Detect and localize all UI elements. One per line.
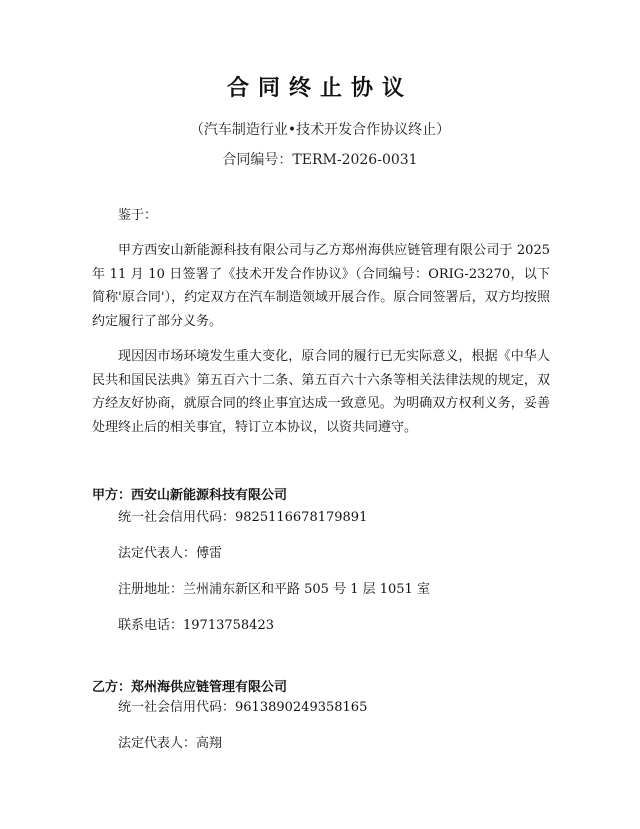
party-b-heading: 乙方：郑州海供应链管理有限公司 xyxy=(92,680,288,695)
recital-paragraph-1: 甲方西安山新能源科技有限公司与乙方郑州海供应链管理有限公司于 2025 年 11 月 10 日签署了《技术开发合作协议》（合同编号：ORIG-23270，以下简称'原合同'），约定双方在汽车制造领域开展合作。原合同签署后，双方均按照约定履行了部分义务。 xyxy=(92,243,550,329)
party-a-credit-code: 统一社会信用代码：9825116678179891 xyxy=(118,510,368,525)
document-title: 合同终止协议 xyxy=(226,76,413,101)
party-a-representative: 法定代表人：傅雷 xyxy=(118,546,223,561)
contract-number-label: 合同编号： xyxy=(222,152,293,168)
party-a-phone: 联系电话：19713758423 xyxy=(118,618,274,633)
party-b-credit-code: 统一社会信用代码：9613890249358165 xyxy=(118,700,368,715)
recital-paragraph-2: 现因因市场环境发生重大变化，原合同的履行已无实际意义，根据《中华人民共和国民法典》第五百六十二条、第五百六十六条等相关法律法规的规定，双方经友好协商，就原合同的终止事宜达成一致意见。为明确双方权利义务，妥善处理终止后的相关事宜，特订立本协议，以资共同遵守。 xyxy=(92,349,550,435)
party-b-representative: 法定代表人：高翔 xyxy=(118,736,223,751)
contract-number-value: TERM-2026-0031 xyxy=(292,152,418,168)
whereas-label: 鉴于： xyxy=(118,208,158,223)
party-a-address: 注册地址：兰州浦东新区和平路 505 号 1 层 1051 室 xyxy=(118,582,430,597)
document-subtitle: （汽车制造行业•技术开发合作协议终止） xyxy=(189,122,451,138)
party-a-heading: 甲方：西安山新能源科技有限公司 xyxy=(92,488,288,503)
contract-number xyxy=(0,150,640,170)
